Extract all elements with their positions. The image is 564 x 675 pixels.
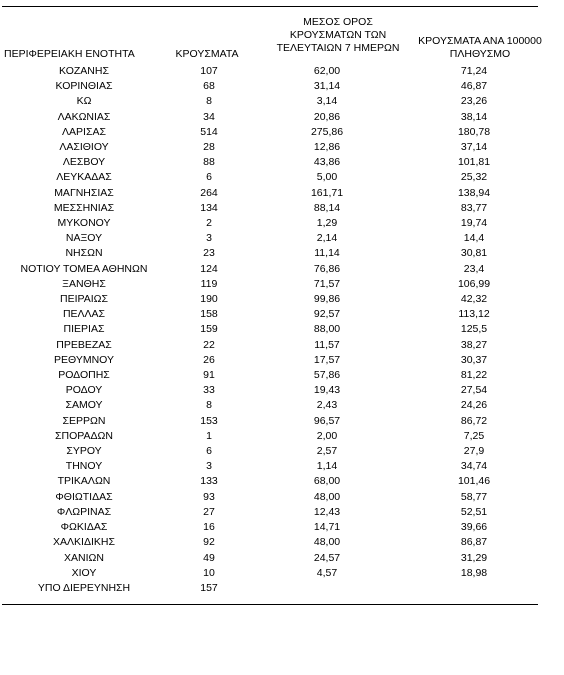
cell-region: ΣΥΡΟΥ [66,445,102,458]
table-row [2,322,542,337]
table-row [2,246,542,261]
cell-cases: 8 [206,95,212,108]
cell-region: ΡΟΔΟΠΗΣ [58,369,110,382]
table-row [2,566,542,581]
table-row [2,231,542,246]
cell-seven-day-average: 62,00 [313,65,341,77]
bottom-rule [2,604,538,605]
cell-cases-per-100k: 24,26 [460,399,488,412]
table-row [2,581,542,596]
cell-region: ΥΠΟ ΔΙΕΡΕΥΝΗΣΗ [37,581,131,594]
cell-cases-per-100k: 27,54 [460,384,488,397]
cell-region: ΜΥΚΟΝΟΥ [57,217,111,230]
cell-seven-day-average: 92,57 [313,308,341,321]
cell-seven-day-average: 14,71 [313,521,341,534]
cell-region: ΝΗΣΩΝ [65,247,103,260]
cell-cases-per-100k: 37,14 [460,141,488,154]
header-per-line-1: ΚΡΟΥΣΜΑΤΑ ΑΝΑ 100000 [418,35,542,47]
cell-cases: 1 [206,429,212,442]
cell-cases: 2 [206,217,212,230]
cell-cases-per-100k: 19,74 [460,217,488,230]
cell-cases: 6 [206,171,212,184]
cell-region: ΚΟΖΑΝΗΣ [59,65,109,77]
cell-cases-per-100k: 81,22 [460,369,488,382]
cell-cases-per-100k: 86,72 [460,414,488,427]
cell-cases: 190 [200,293,218,306]
cell-cases: 49 [203,551,215,564]
cell-seven-day-average: 1,14 [316,460,338,473]
top-rule [2,6,538,7]
header-per-line-2: ΠΛΗΘΥΣΜΟ [449,48,511,60]
table-row [2,186,542,201]
cell-seven-day-average: 12,43 [313,505,341,518]
cell-seven-day-average: 20,86 [313,110,341,123]
cell-cases: 124 [200,262,218,275]
cell-seven-day-average: 57,86 [313,369,341,382]
table-row [2,505,542,520]
cell-region: ΛΑΚΩΝΙΑΣ [57,110,111,123]
cell-region: ΦΘΙΩΤΙΔΑΣ [55,490,113,503]
cell-cases: 8 [206,399,212,412]
header-avg-line-2: ΚΡΟΥΣΜΑΤΩΝ ΤΩΝ [289,29,387,41]
table-row [2,216,542,231]
table-row [2,551,542,566]
cell-cases-per-100k: 42,32 [460,293,488,306]
cell-region: ΠΙΕΡΙΑΣ [63,323,105,336]
cell-seven-day-average: 275,86 [310,125,344,138]
table-row [2,353,542,368]
cell-cases-per-100k: 30,37 [460,353,488,366]
cell-seven-day-average: 24,57 [313,551,341,564]
table-row [2,338,542,353]
cell-cases-per-100k: 46,87 [460,80,488,93]
cell-seven-day-average: 31,14 [313,80,341,93]
cell-region: ΤΡΙΚΑΛΩΝ [57,475,111,488]
table-row [2,64,542,79]
cell-seven-day-average: 2,43 [316,399,338,412]
cell-cases-per-100k: 101,46 [457,475,491,488]
table-row [2,474,542,489]
cell-cases-per-100k: 125,5 [460,323,488,336]
table-row [2,414,542,429]
cell-seven-day-average: 96,57 [313,414,341,427]
cell-seven-day-average: 19,43 [313,384,341,397]
table-row [2,201,542,216]
cell-seven-day-average: 48,00 [313,490,341,503]
cell-region: ΞΑΝΘΗΣ [62,277,106,290]
cell-seven-day-average: 2,14 [316,232,338,245]
cell-cases-per-100k: 39,66 [460,521,488,534]
table-row [2,110,542,125]
cell-cases: 23 [203,247,215,260]
cell-cases: 93 [203,490,215,503]
cell-cases-per-100k: 38,27 [460,338,488,351]
cell-cases-per-100k: 106,99 [457,277,491,290]
header-cases: ΚΡΟΥΣΜΑΤΑ [175,48,239,60]
cell-seven-day-average: 99,86 [313,293,341,306]
cell-cases: 3 [206,460,212,473]
cell-region: ΡΕΘΥΜΝΟΥ [53,353,114,366]
table-row [2,262,542,277]
table-row [2,383,542,398]
cell-seven-day-average: 4,57 [316,566,338,579]
cell-region: ΚΩ [76,95,92,108]
cell-region: ΚΟΡΙΝΘΙΑΣ [55,80,113,93]
cell-cases-per-100k: 31,29 [460,551,488,564]
cell-cases: 3 [206,232,212,245]
cell-region: ΧΑΝΙΩΝ [64,551,104,564]
cell-seven-day-average: 11,57 [314,338,340,351]
cell-region: ΜΑΓΝΗΣΙΑΣ [54,186,114,199]
table-row [2,368,542,383]
table-row [2,520,542,535]
cell-cases-per-100k: 25,32 [460,171,488,184]
cell-region: ΧΑΛΚΙΔΙΚΗΣ [53,536,115,549]
cell-cases-per-100k: 58,77 [460,490,488,503]
cell-region: ΠΕΛΛΑΣ [62,308,106,321]
cell-cases: 88 [203,156,215,169]
cell-region: ΝΟΤΙΟΥ ΤΟΜΕΑ ΑΘΗΝΩΝ [20,262,148,275]
cell-seven-day-average: 2,00 [316,429,338,442]
cell-seven-day-average [248,581,406,596]
cell-seven-day-average: 2,57 [316,445,338,458]
cell-cases-per-100k: 23,4 [463,262,485,275]
cell-region: ΣΑΜΟΥ [65,399,103,412]
cell-cases: 28 [203,141,215,154]
cell-seven-day-average: 1,29 [316,217,338,230]
table-row [2,398,542,413]
cell-cases: 157 [200,581,218,594]
cell-cases-per-100k: 52,51 [460,505,488,518]
cell-region: ΜΕΣΣΗΝΙΑΣ [53,201,115,214]
cell-seven-day-average: 48,00 [313,536,341,549]
cell-cases: 33 [203,384,215,397]
cell-cases: 16 [203,521,215,534]
cases-table [2,64,542,596]
table-row [2,444,542,459]
cell-cases-per-100k: 180,78 [457,125,491,138]
table-row [2,429,542,444]
table-row [2,490,542,505]
table-row [2,155,542,170]
cell-region: ΦΩΚΙΔΑΣ [60,521,108,534]
table-row [2,94,542,109]
header-cases-per-100k [412,35,548,61]
cell-seven-day-average: 3,14 [316,95,338,108]
header-seven-day-average [268,16,408,55]
cell-cases-per-100k: 113,12 [458,308,490,321]
cell-seven-day-average: 17,57 [313,353,341,366]
cell-cases-per-100k: 71,24 [460,65,488,77]
cell-cases: 22 [203,338,215,351]
cell-seven-day-average: 88,00 [313,323,341,336]
cell-seven-day-average: 71,57 [313,277,341,290]
cell-cases: 153 [200,414,218,427]
table-row [2,277,542,292]
cell-seven-day-average: 68,00 [313,475,341,488]
cell-cases: 6 [206,445,212,458]
cell-cases: 68 [203,80,215,93]
cell-cases-per-100k: 23,26 [460,95,488,108]
cell-cases-per-100k: 27,9 [463,445,485,458]
cell-region: ΣΕΡΡΩΝ [62,414,106,427]
table-row [2,459,542,474]
cell-cases-per-100k: 86,87 [460,536,488,549]
cell-region: ΠΡΕΒΕΖΑΣ [56,338,112,351]
cell-region: ΛΕΥΚΑΔΑΣ [56,171,112,184]
cell-region: ΣΠΟΡΑΔΩΝ [55,429,113,442]
table-row [2,79,542,94]
cell-cases-per-100k: 38,14 [460,110,488,123]
cell-seven-day-average: 76,86 [313,262,341,275]
cell-seven-day-average: 5,00 [316,171,338,184]
cell-seven-day-average: 88,14 [313,201,341,214]
cell-region: ΤΗΝΟΥ [65,460,103,473]
cell-region: ΦΛΩΡΙΝΑΣ [56,505,112,518]
cell-cases-per-100k: 138,94 [457,186,491,199]
cell-cases: 26 [203,353,215,366]
cell-region: ΡΟΔΟΥ [65,384,103,397]
cell-cases-per-100k: 34,74 [460,460,488,473]
cell-region: ΛΕΣΒΟΥ [62,156,106,169]
cell-cases: 134 [200,201,218,214]
cell-cases: 159 [200,323,218,336]
cell-cases: 91 [203,369,215,382]
cell-seven-day-average: 43,86 [313,156,341,169]
cell-cases: 107 [200,65,218,77]
cell-cases: 133 [200,475,218,488]
table-row [2,535,542,550]
cell-cases: 158 [200,308,218,321]
table-body [2,64,542,596]
header-avg-line-1: ΜΕΣΟΣ ΟΡΟΣ [303,16,373,28]
cell-region: ΧΙΟΥ [71,566,97,579]
table-row [2,125,542,140]
cell-cases-per-100k: 14,4 [463,232,485,245]
cell-cases: 264 [200,186,218,199]
cell-cases: 514 [200,125,218,138]
cell-cases: 92 [203,536,215,549]
table-row [2,292,542,307]
cell-seven-day-average: 12,86 [313,141,341,154]
cell-cases-per-100k: 30,81 [460,247,488,260]
cell-cases: 34 [203,110,215,123]
header-avg-line-3: ΤΕΛΕΥΤΑΙΩΝ 7 ΗΜΕΡΩΝ [276,42,400,54]
cell-cases-per-100k [406,581,542,596]
cell-cases: 10 [203,566,215,579]
cell-cases: 27 [203,505,215,518]
table-row [2,170,542,185]
cell-cases-per-100k: 7,25 [463,429,485,442]
cell-cases-per-100k: 83,77 [460,201,488,214]
cell-cases-per-100k: 101,81 [457,156,491,169]
cell-region: ΛΑΣΙΘΙΟΥ [59,141,109,154]
table-row [2,307,542,322]
cell-cases-per-100k: 18,98 [460,566,488,579]
cell-cases: 119 [200,277,218,290]
header-region: ΠΕΡΙΦΕΡΕΙΑΚΗ ΕΝΟΤΗΤΑ [4,48,135,60]
cell-region: ΛΑΡΙΣΑΣ [62,125,106,138]
cell-region: ΝΑΞΟΥ [65,232,103,245]
table-row [2,140,542,155]
cell-seven-day-average: 11,14 [314,247,340,260]
cell-region: ΠΕΙΡΑΙΩΣ [60,293,108,306]
cell-seven-day-average: 161,71 [310,186,344,199]
